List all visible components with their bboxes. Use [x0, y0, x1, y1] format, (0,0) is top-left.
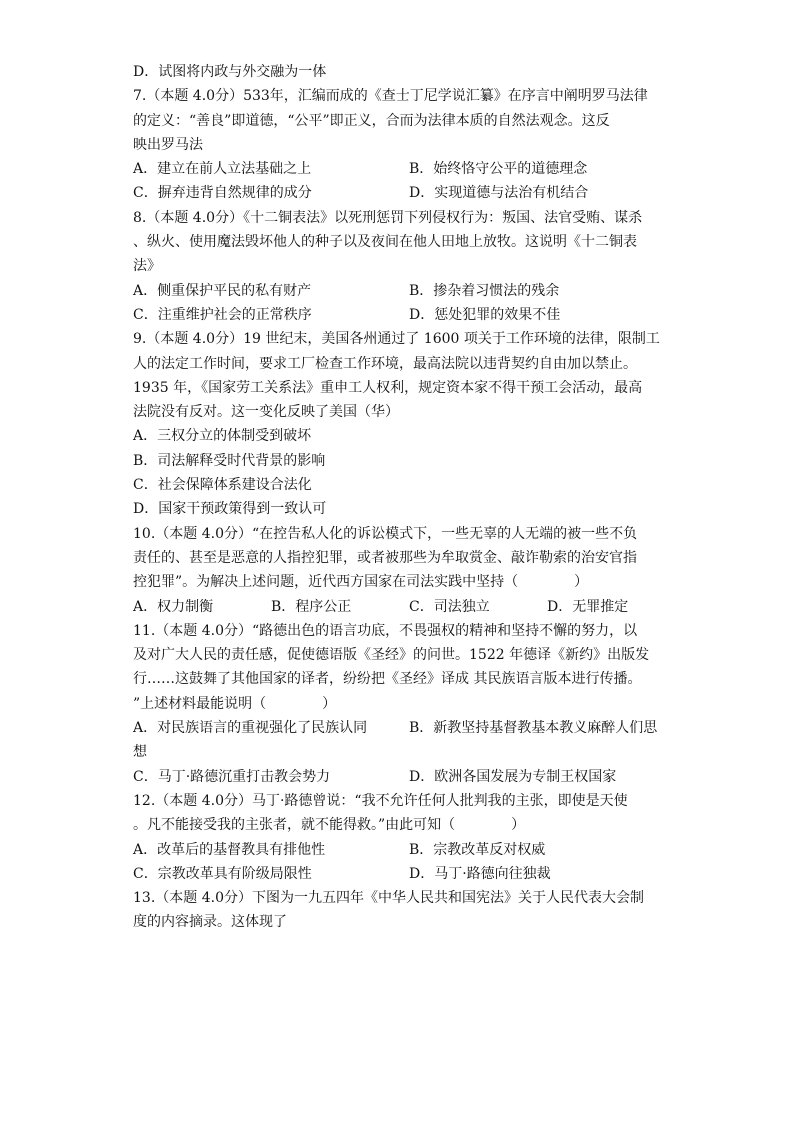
q11-stem-line: 行……这鼓舞了其他国家的译者，纷纷把《圣经》译成 其民族语言版本进行传播。 — [133, 671, 642, 688]
q13-stem-line: 度的内容摘录。这体现了 — [133, 914, 287, 931]
q10-option-b[interactable]: B．程序公正 — [271, 598, 352, 615]
question-8 — [133, 206, 708, 327]
q11-stem-close: ） — [322, 695, 337, 712]
q8-stem-line: 法》 — [133, 258, 161, 275]
q7-options-row — [133, 181, 708, 205]
q10-option-c[interactable]: C．司法独立 — [409, 598, 490, 615]
q10-stem-line — [133, 570, 708, 594]
q11-option-b[interactable]: B．新教坚持基督教基本教义麻醉人们思 — [409, 720, 658, 737]
q11-option-d[interactable]: D．欧洲各国发展为专制王权国家 — [409, 768, 617, 785]
q12-option-a[interactable]: A．改革后的基督教具有排他性 — [133, 841, 326, 858]
q9-stem-line: 1935 年，《国家劳工关系法》重申工人权利，规定资本家不得干预工会活动，最高 — [133, 379, 643, 396]
exam-page — [133, 60, 708, 935]
q12-stem-line — [133, 813, 708, 837]
question-10 — [133, 522, 708, 619]
q12-options-row — [133, 862, 708, 886]
q9-option-b[interactable]: B．司法解释受时代背景的影响 — [133, 452, 326, 469]
q10-stem-close: ） — [574, 574, 589, 591]
question-12 — [133, 789, 708, 886]
q11-stem-text: ”上述材料最能说明（ — [133, 695, 267, 712]
q9-option-a[interactable]: A．三权分立的体制受到破坏 — [133, 428, 312, 445]
q10-option-a[interactable]: A．权力制衡 — [133, 598, 214, 615]
question-9 — [133, 327, 708, 521]
q12-stem-text: 。凡不能接受我的主张者，就不能得救。”由此可知（ — [133, 817, 456, 834]
q13-stem-line: 13.（本题 4.0分）下图为一九五四年《中华人民共和国宪法》关于人民代表大会制 — [133, 890, 644, 907]
q9-stem-line: 人的法定工作时间，要求工厂检查工作环境，最高法院以违背契约自由加以禁止。 — [133, 355, 637, 372]
q10-option-d[interactable]: D．无罪推定 — [547, 598, 629, 615]
q11-stem-line: 11.（本题 4.0分）“路德出色的语言功底，不畏强权的精神和坚持不懈的努力，以 — [133, 622, 638, 639]
q7-options-row — [133, 157, 708, 181]
q12-stem-line: 12.（本题 4.0分）马丁·路德曾说：“我不允许任何人批判我的主张，即使是天使 — [133, 792, 628, 809]
question-11 — [133, 619, 708, 789]
q11-option-c[interactable]: C．马丁·路德沉重打击教会势力 — [133, 768, 331, 785]
q7-option-b[interactable]: B．始终恪守公平的道德理念 — [409, 161, 588, 178]
q9-stem-line: 9.（本题 4.0分）19 世纪末，美国各州通过了 1600 项关于工作环境的法律，限制工 — [133, 331, 660, 348]
q10-options-row — [133, 595, 708, 619]
q11-options-row — [133, 716, 708, 740]
q11-stem-line: 及对广大人民的责任感，促使德语版《圣经》的问世。1522 年德译《新约》出版发 — [133, 647, 650, 664]
q8-option-b[interactable]: B．掺杂着习惯法的残余 — [409, 282, 560, 299]
q8-options-row — [133, 279, 708, 303]
q10-stem-line: 责任的、甚至是恶意的人指控犯罪，或者被那些为牟取赏金、敲诈勒索的治安官指 — [133, 549, 637, 566]
q10-stem-line: 10.（本题 4.0分）“在控告私人化的诉讼模式下，一些无辜的人无端的被一些不负 — [133, 525, 638, 542]
q9-option-d[interactable]: D．国家干预政策得到一致认可 — [133, 501, 327, 518]
q9-stem-line: 法院没有反对。这一变化反映了美国（华） — [133, 404, 399, 421]
q7-stem-line: 7.（本题 4.0分）533年，汇编而成的《查士丁尼学说汇纂》在序言中阐明罗马法律 — [133, 88, 648, 105]
q7-option-d[interactable]: D．实现道德与法治有机结合 — [409, 185, 589, 202]
question-13 — [133, 886, 708, 935]
q10-stem-text: 控犯罪”。为解决上述问题，近代西方国家在司法实践中坚持（ — [133, 574, 519, 591]
q12-option-b[interactable]: B．宗教改革反对权威 — [409, 841, 546, 858]
q8-option-a[interactable]: A．侧重保护平民的私有财产 — [133, 282, 312, 299]
q8-option-c[interactable]: C．注重维护社会的正常秩序 — [133, 306, 312, 323]
q8-option-d[interactable]: D．惩处犯罪的效果不佳 — [409, 306, 561, 323]
q8-stem-line: 、纵火、使用魔法毁坏他人的种子以及夜间在他人田地上放牧。这说明《十二铜表 — [133, 234, 637, 251]
q12-options-row — [133, 838, 708, 862]
q11-option-a[interactable]: A．对民族语言的重视强化了民族认同 — [133, 720, 368, 737]
q7-stem-line: 的定义：“善良”即道德，“公平”即正义，合而为法律本质的自然法观念。这反 — [133, 112, 610, 129]
q7-option-c[interactable]: C．摒弃违背自然规律的成分 — [133, 185, 312, 202]
q11-option-b-wrap: 想 — [133, 744, 147, 761]
q12-stem-close: ） — [511, 817, 526, 834]
q7-option-a[interactable]: A．建立在前人立法基础之上 — [133, 161, 312, 178]
question-7 — [133, 84, 708, 205]
q7-stem-line: 映出罗马法 — [133, 136, 203, 153]
q11-options-row — [133, 765, 708, 789]
q12-option-d[interactable]: D．马丁·路德向往独裁 — [409, 865, 551, 882]
q12-option-c[interactable]: C．宗教改革具有阶级局限性 — [133, 865, 312, 882]
q8-stem-line: 8.（本题 4.0分）《十二铜表法》以死刑惩罚下列侵权行为：叛国、法官受贿、谋杀 — [133, 209, 643, 226]
q6-option-d: D．试图将内政与外交融为一体 — [133, 64, 327, 80]
q11-stem-line — [133, 692, 708, 716]
q9-option-c[interactable]: C．社会保障体系建设合法化 — [133, 477, 312, 494]
q8-options-row — [133, 303, 708, 327]
